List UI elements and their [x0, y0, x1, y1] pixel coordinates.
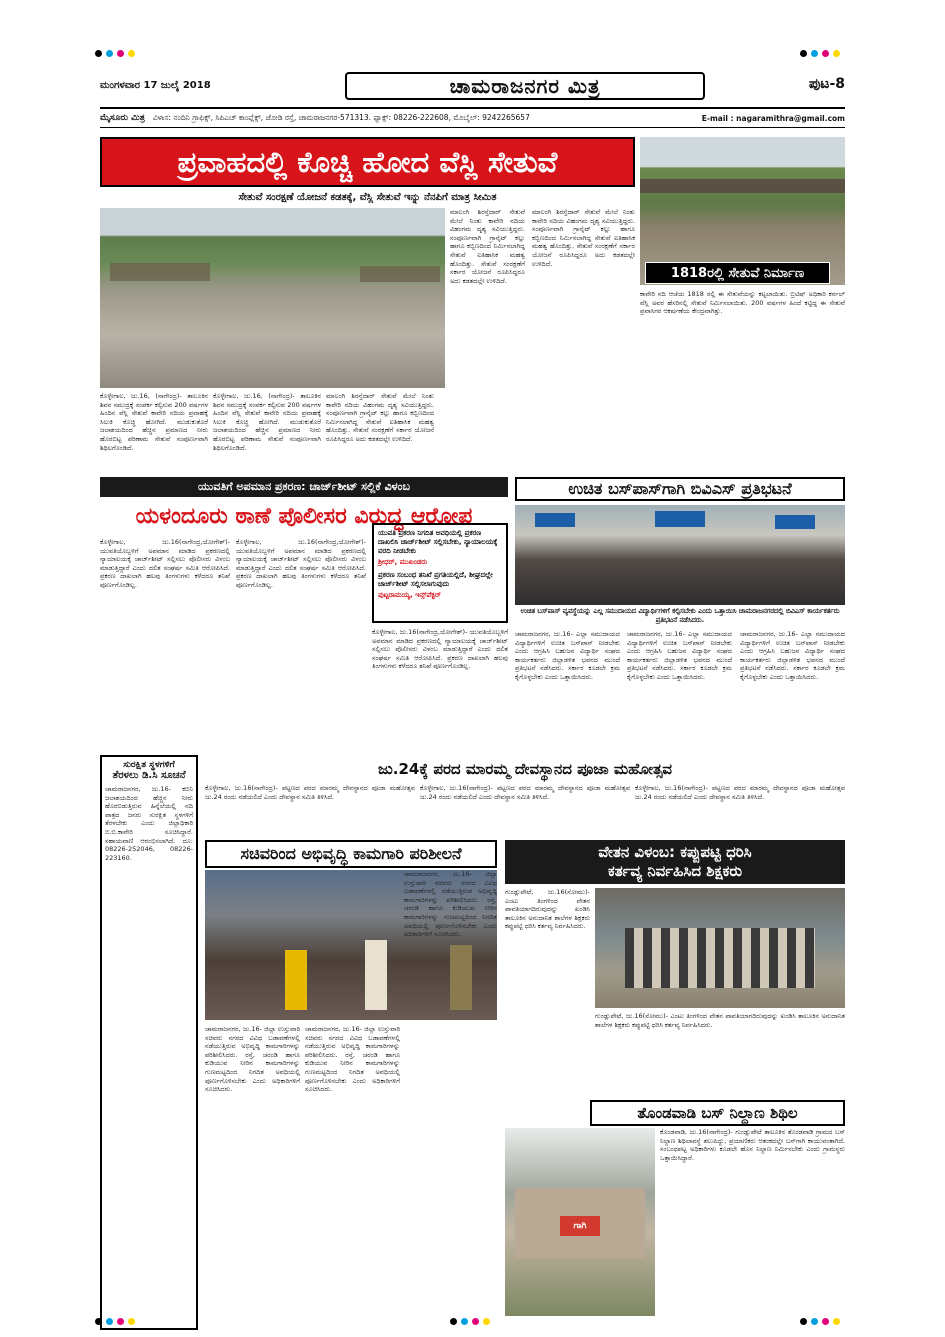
- side-caption: 1818ರಲ್ಲಿ ಸೇತುವೆ ನಿರ್ಮಾಣ: [645, 262, 830, 284]
- story3-photo-protest: [515, 505, 845, 605]
- masthead: [100, 72, 845, 102]
- story5-headline: ಸಚಿವರಿಂದ ಅಭಿವೃದ್ಧಿ ಕಾಮಗಾರಿ ಪರಿಶೀಲನೆ: [205, 840, 497, 868]
- side-body: ಕಾವೇರಿ ನದಿ ಆಚೆಯ 1818 ರಲ್ಲಿ ಈ ಸೇತುವೆಯನ್ನು ಕಟ್ಟಲಾಯಿತು. ಬ್ರಿಟಿಷ್ ಅಧಿಕಾರಿ ಕರ್ನಲ್ ವೆಸ್ಲಿ ಅವರ ಹೆಸರಿನಲ್ಲಿ ಸೇತುವೆ ನಿರ್ಮಿಸಲಾಯಿತು. 200 ವರ್ಷಗಳ ಹಿಂದೆ ಕಟ್ಟಿದ್ದ ಈ ಸೇತುವೆ ಪ್ರವಾಸಿಗರ ಆಕರ್ಷಣೆಯ ಕೇಂದ್ರವಾಗಿತ್ತು.: [640, 290, 845, 316]
- story6-photo-teachers: [595, 888, 845, 1008]
- story6-headline-line1: ವೇತನ ವಿಳಂಬ: ಕಪ್ಪುಪಟ್ಟಿ ಧರಿಸಿ: [598, 843, 752, 861]
- page-number: ಪುಟ-8: [808, 76, 845, 92]
- address-strip: [100, 111, 845, 125]
- quote1-text: ಯುವತಿ ಪ್ರಕರಣ ನಿಗದಿತ ಅವಧಿಯಲ್ಲಿ ಪ್ರಕರಣ ದಾಖಲಿಸಿ ಚಾರ್ಜ್‌ಶೀಟ್ ಸಲ್ಲಿಸಬೇಕು, ನ್ಯಾಯಾಲಯಕ್ಕೆ ವರದಿ ನೀಡಬೇಕು: [378, 529, 498, 555]
- busstand-sign: ಗಾಗಿ: [560, 1216, 600, 1236]
- story6-headline: [505, 840, 845, 884]
- lead-body-col3: ಮಾಲಂಗಿ ಶಿರಸ್ತೆದಾರ್ ಸೇತುವೆ ಮೇಲೆ ನಿಂತು ಕಾವೇರಿ ನದಿಯ ವಿಹಂಗಮ ದೃಶ್ಯ ಸವಿಯುತ್ತಿದ್ದರು. ಸಂಪೂರ್ಣವಾಗಿ ಗ್ರಾನೈಟ್ ಕಲ್ಲು ಹಾಗೂ ಕಬ್ಬಿಣದಿಂದ ನಿರ್ಮಿಸಲಾಗಿದ್ದ ಸೇತುವೆ ಐತಿಹಾಸಿಕ ಮಹತ್ವ ಹೊಂದಿತ್ತು. ಸೇತುವೆ ಸಂರಕ್ಷಣೆಗೆ ಸರ್ಕಾರ ಯೋಜನೆ ರೂಪಿಸಿದ್ದರೂ ಅದು ಕಡತದಲ್ಲೇ ಉಳಿದಿದೆ.: [326, 392, 434, 443]
- newspaper-title: ಚಾಮರಾಜನಗರ ಮಿತ್ರ: [449, 74, 601, 98]
- story5-body-col2: ಚಾಮರಾಜನಗರ, ಜು.16- ಜಿಲ್ಲಾ ಉಸ್ತುವಾರಿ ಸಚಿವರು ನಗರದ ವಿವಿಧ ಬಡಾವಣೆಗಳಲ್ಲಿ ನಡೆಯುತ್ತಿರುವ ಅಭಿವೃದ್ಧಿ ಕಾಮಗಾರಿಗಳನ್ನು ಪರಿಶೀಲಿಸಿದರು. ರಸ್ತೆ, ಚರಂಡಿ ಹಾಗೂ ಕುಡಿಯುವ ನೀರಿನ ಕಾಮಗಾರಿಗಳನ್ನು ಗುಣಮಟ್ಟದಿಂದ ನಿಗದಿತ ಅವಧಿಯಲ್ಲಿ ಪೂರ್ಣಗೊಳಿಸಬೇಕು ಎಂದು ಅಧಿಕಾರಿಗಳಿಗೆ ಸೂಚಿಸಿದರು.: [305, 1025, 400, 1094]
- edition-name: ಮೈಸೂರು ಮಿತ್ರ: [100, 113, 145, 123]
- story2-body-col2: ಕೊಳ್ಳೇಗಾಲ, ಜು.16(ನಾಗೇಂದ್ರ,ಯೋಗೇಶ್)- ಯುವತಿಯೊಬ್ಬಳಿಗೆ ಅಪಮಾನ ಮಾಡಿದ ಪ್ರಕರಣದಲ್ಲಿ ನ್ಯಾಯಾಲಯಕ್ಕೆ ಚಾರ್ಜ್‌ಶೀಟ್ ಸಲ್ಲಿಸಲು ಪೊಲೀಸರು ವಿಳಂಬ ಮಾಡುತ್ತಿದ್ದಾರೆ ಎಂದು ದಲಿತ ಸಂಘರ್ಷ ಸಮಿತಿ ಆರೋಪಿಸಿದೆ. ಪ್ರಕರಣ ದಾಖಲಾಗಿ ಹಲವು ತಿಂಗಳುಗಳು ಕಳೆದರೂ ತನಿಖೆ ಪೂರ್ಣಗೊಂಡಿಲ್ಲ.: [236, 538, 366, 589]
- story5-body-col1: ಚಾಮರಾಜನಗರ, ಜು.16- ಜಿಲ್ಲಾ ಉಸ್ತುವಾರಿ ಸಚಿವರು ನಗರದ ವಿವಿಧ ಬಡಾವಣೆಗಳಲ್ಲಿ ನಡೆಯುತ್ತಿರುವ ಅಭಿವೃದ್ಧಿ ಕಾಮಗಾರಿಗಳನ್ನು ಪರಿಶೀಲಿಸಿದರು. ರಸ್ತೆ, ಚರಂಡಿ ಹಾಗೂ ಕುಡಿಯುವ ನೀರಿನ ಕಾಮಗಾರಿಗಳನ್ನು ಗುಣಮಟ್ಟದಿಂದ ನಿಗದಿತ ಅವಧಿಯಲ್ಲಿ ಪೂರ್ಣಗೊಳಿಸಬೇಕು ಎಂದು ಅಧಿಕಾರಿಗಳಿಗೆ ಸೂಚಿಸಿದರು.: [205, 1025, 300, 1094]
- lead-photo-flood: [100, 208, 445, 388]
- lead-subhead: ಸೇತುವೆ ಸಂರಕ್ಷಣೆ ಯೋಜನೆ ಕಡತಕ್ಕೆ, ವೆಸ್ಲಿ ಸೇತುವೆ ಇನ್ನು ನೆನಪಿಗೆ ಮಾತ್ರ ಸೀಮಿತ: [238, 192, 497, 203]
- quote2-text: ಪ್ರಕರಣ ಸಂಬಂಧ ತನಿಖೆ ಪ್ರಗತಿಯಲ್ಲಿದೆ, ಶೀಘ್ರದಲ್ಲೇ ಚಾರ್ಜ್‌ಶೀಟ್ ಸಲ್ಲಿಸಲಾಗುವುದು: [378, 571, 493, 588]
- story3-body-col2: ಚಾಮರಾಜನಗರ, ಜು.16- ಎಲ್ಲಾ ಸಮುದಾಯದ ವಿದ್ಯಾರ್ಥಿಗಳಿಗೆ ಉಚಿತ ಬಸ್‌ಪಾಸ್ ನೀಡಬೇಕು ಎಂದು ಆಗ್ರಹಿಸಿ ಬಹುಜನ ವಿದ್ಯಾರ್ಥಿ ಸಂಘದ ಕಾರ್ಯಕರ್ತರು ಜಿಲ್ಲಾಡಳಿತ ಭವನದ ಮುಂದೆ ಪ್ರತಿಭಟನೆ ನಡೆಸಿದರು. ಸರ್ಕಾರ ಕೂಡಲೇ ಕ್ರಮ ಕೈಗೊಳ್ಳಬೇಕು ಎಂದು ಒತ್ತಾಯಿಸಿದರು.: [627, 630, 732, 681]
- story7-headline: ತೊಂಡವಾಡಿ ಬಸ್ ನಿಲ್ದಾಣ ಶಿಥಿಲ: [590, 1100, 845, 1126]
- registration-dots-top-left: [95, 50, 135, 57]
- address-line: ವಿಳಾಸ: ನಂದಿನಿ ಗ್ರಾಫಿಕ್ಸ್, ಸಿಪಿಎಚ್ ಕಾಂಪ್ಲೆಕ್ಸ್, ಜೋಡಿ ರಸ್ತೆ, ಚಾಮರಾಜನಗರ-571313. ಫ್ಯಾಕ್ಸ್: 08226-222608, ಮೊಬೈಲ್: 9242265657: [152, 113, 530, 122]
- story4-headline: ಜು.24ಕ್ಕೆ ಪರದ ಮಾರಮ್ಮ ದೇವಸ್ಥಾನದ ಪೂಜಾ ಮಹೋತ್ಸವ: [377, 760, 673, 778]
- email-line: E-mail : nagaramithra@gmail.com: [701, 113, 845, 123]
- dc-notice-body: ಚಾಮರಾಜನಗರ, ಜು.16- ಕಬಿನಿ ಜಲಾಶಯದಿಂದ ಹೆಚ್ಚಿನ ನೀರು ಹೊರಬಿಡುತ್ತಿರುವ ಹಿನ್ನೆಲೆಯಲ್ಲಿ ನದಿ ಪಾತ್ರದ ಜನರು ಸುರಕ್ಷಿತ ಸ್ಥಳಗಳಿಗೆ ತೆರಳಬೇಕು ಎಂದು ಜಿಲ್ಲಾಧಿಕಾರಿ ಬಿ.ಬಿ.ಕಾವೇರಿ ಸೂಚಿಸಿದ್ದಾರೆ. ಸಹಾಯವಾಣಿ ಆರಂಭಿಸಲಾಗಿದೆ. ದೂ: 08226-252046, 08226-223160.: [105, 785, 193, 862]
- quote2-author: ಪುಟ್ಟರಾಮಯ್ಯ, ಇನ್ಸ್‌ಪೆಕ್ಟರ್: [378, 591, 441, 599]
- registration-dots-bottom-left: [95, 1318, 135, 1325]
- dc-notice-title1: ಸುರಕ್ಷಿತ ಸ್ಥಳಗಳಿಗೆ: [123, 760, 175, 770]
- lead-body-col4: ಮಾಲಂಗಿ ಶಿರಸ್ತೆದಾರ್ ಸೇತುವೆ ಮೇಲೆ ನಿಂತು ಕಾವೇರಿ ನದಿಯ ವಿಹಂಗಮ ದೃಶ್ಯ ಸವಿಯುತ್ತಿದ್ದರು. ಸಂಪೂರ್ಣವಾಗಿ ಗ್ರಾನೈಟ್ ಕಲ್ಲು ಹಾಗೂ ಕಬ್ಬಿಣದಿಂದ ನಿರ್ಮಿಸಲಾಗಿದ್ದ ಸೇತುವೆ ಐತಿಹಾಸಿಕ ಮಹತ್ವ ಹೊಂದಿತ್ತು. ಸೇತುವೆ ಸಂರಕ್ಷಣೆಗೆ ಸರ್ಕಾರ ಯೋಜನೆ ರೂಪಿಸಿದ್ದರೂ ಅದು ಕಡತದಲ್ಲೇ ಉಳಿದಿದೆ.: [450, 208, 525, 285]
- story3-headline: ಉಚಿತ ಬಸ್‌ಪಾಸ್‌ಗಾಗಿ ಬಿವಿಎಸ್ ಪ್ರತಿಭಟನೆ: [515, 477, 845, 501]
- story6-headline-line2: ಕರ್ತವ್ಯ ನಿರ್ವಹಿಸಿದ ಶಿಕ್ಷಕರು: [607, 862, 743, 880]
- quote1-author: ಶ್ರೀಧರ್, ಮುಖಂಡರು: [378, 558, 428, 566]
- story2-quote-box: [372, 523, 508, 623]
- story6-body-col2: ಗುಂಡ್ಲುಪೇಟೆ, ಜು.16(ಸೋಮು)- ಎಂಟು ತಿಂಗಳಿಂದ ವೇತನ ಪಾವತಿಯಾಗದಿರುವುದನ್ನು ಖಂಡಿಸಿ ತಾಲೂಕಿನ ಅನುದಾನಿತ ಶಾಲೆಗಳ ಶಿಕ್ಷಕರು ಕಪ್ಪುಪಟ್ಟಿ ಧರಿಸಿ ಕರ್ತವ್ಯ ನಿರ್ವಹಿಸಿದರು.: [595, 1012, 845, 1029]
- registration-dots-bottom-center: [450, 1318, 490, 1325]
- lead-body-col5: ಮಾಲಂಗಿ ಶಿರಸ್ತೆದಾರ್ ಸೇತುವೆ ಮೇಲೆ ನಿಂತು ಕಾವೇರಿ ನದಿಯ ವಿಹಂಗಮ ದೃಶ್ಯ ಸವಿಯುತ್ತಿದ್ದರು. ಸಂಪೂರ್ಣವಾಗಿ ಗ್ರಾನೈಟ್ ಕಲ್ಲು ಹಾಗೂ ಕಬ್ಬಿಣದಿಂದ ನಿರ್ಮಿಸಲಾಗಿದ್ದ ಸೇತುವೆ ಐತಿಹಾಸಿಕ ಮಹತ್ವ ಹೊಂದಿತ್ತು. ಸೇತುವೆ ಸಂರಕ್ಷಣೆಗೆ ಸರ್ಕಾರ ಯೋಜನೆ ರೂಪಿಸಿದ್ದರೂ ಅದು ಕಡತದಲ್ಲೇ ಉಳಿದಿದೆ.: [532, 208, 635, 268]
- story7-photo-busstand: [505, 1128, 655, 1316]
- registration-dots-bottom-right: [800, 1318, 840, 1325]
- story4-body-col1: ಕೊಳ್ಳೇಗಾಲ, ಜು.16(ನಾಗೇಂದ್ರ)- ಪಟ್ಟಣದ ಪರದ ಮಾರಮ್ಮ ದೇವಸ್ಥಾನದ ಪೂಜಾ ಮಹೋತ್ಸವ ಜು.24 ರಂದು ನಡೆಯಲಿದೆ ಎಂದು ದೇವಸ್ಥಾನ ಸಮಿತಿ ತಿಳಿಸಿದೆ.: [205, 784, 415, 801]
- story2-kicker: ಯುವತಿಗೆ ಅಪಮಾನ ಪ್ರಕರಣ: ಚಾರ್ಜ್‌ಶೀಟ್ ಸಲ್ಲಿಕೆ ವಿಳಂಬ: [100, 477, 508, 497]
- dc-notice-box: [100, 755, 198, 1330]
- lead-body-col2: ಕೊಳ್ಳೇಗಾಲ, ಜು.16, (ನಾಗೇಂದ್ರ)- ತಾಲೂಕಿನ ಶಿವನ ಸಮುದ್ರಕ್ಕೆ ಸಂಪರ್ಕ ಕಲ್ಪಿಸುವ 200 ವರ್ಷಗಳ ಹಿಂದಿನ ವೆಸ್ಲಿ ಸೇತುವೆ ಕಾವೇರಿ ನದಿಯ ಪ್ರವಾಹಕ್ಕೆ ಸಿಲುಕಿ ಕೊಚ್ಚಿ ಹೋಗಿದೆ. ಮುಡುಕುತೊರೆ ಜಲಾಶಯದಿಂದ ಹೆಚ್ಚಿನ ಪ್ರಮಾಣದ ನೀರು ಹೊರಬಿಟ್ಟ ಪರಿಣಾಮ ಸೇತುವೆ ಸಂಪೂರ್ಣವಾಗಿ ಶಿಥಿಲಗೊಂಡಿದೆ.: [213, 392, 321, 452]
- story4-body-col2: ಕೊಳ್ಳೇಗಾಲ, ಜು.16(ನಾಗೇಂದ್ರ)- ಪಟ್ಟಣದ ಪರದ ಮಾರಮ್ಮ ದೇವಸ್ಥಾನದ ಪೂಜಾ ಮಹೋತ್ಸವ ಜು.24 ರಂದು ನಡೆಯಲಿದೆ ಎಂದು ದೇವಸ್ಥಾನ ಸಮಿತಿ ತಿಳಿಸಿದೆ.: [420, 784, 630, 801]
- dc-notice-title2: ತೆರಳಲು ಡಿ.ಸಿ ಸೂಚನೆ: [112, 770, 186, 781]
- story5-body-col3: ಚಾಮರಾಜನಗರ, ಜು.16- ಜಿಲ್ಲಾ ಉಸ್ತುವಾರಿ ಸಚಿವರು ನಗರದ ವಿವಿಧ ಬಡಾವಣೆಗಳಲ್ಲಿ ನಡೆಯುತ್ತಿರುವ ಅಭಿವೃದ್ಧಿ ಕಾಮಗಾರಿಗಳನ್ನು ಪರಿಶೀಲಿಸಿದರು. ರಸ್ತೆ, ಚರಂಡಿ ಹಾಗೂ ಕುಡಿಯುವ ನೀರಿನ ಕಾಮಗಾರಿಗಳನ್ನು ಗುಣಮಟ್ಟದಿಂದ ನಿಗದಿತ ಅವಧಿಯಲ್ಲಿ ಪೂರ್ಣಗೊಳಿಸಬೇಕು ಎಂದು ಅಧಿಕಾರಿಗಳಿಗೆ ಸೂಚಿಸಿದರು.: [404, 870, 497, 939]
- story2-headline: ಯಳಂದೂರು ಠಾಣೆ ಪೊಲೀಸರ ವಿರುದ್ಧ ಆರೋಪ: [135, 503, 473, 529]
- story3-caption: ಉಚಿತ ಬಸ್‌ಪಾಸ್ ವ್ಯವಸ್ಥೆಯನ್ನು ಎಲ್ಲ ಸಮುದಾಯದ ವಿದ್ಯಾರ್ಥಿಗಳಿಗೆ ಕಲ್ಪಿಸಬೇಕು ಎಂದು ಒತ್ತಾಯಿಸಿ ಚಾಮರಾಜನಗರದಲ್ಲಿ ಬಿವಿಎಸ್ ಕಾರ್ಯಕರ್ತರು ಪ್ರತಿಭಟನೆ ನಡೆಸಿದರು.: [520, 607, 840, 624]
- registration-dots-top-right: [800, 50, 840, 57]
- story3-body-col1: ಚಾಮರಾಜನಗರ, ಜು.16- ಎಲ್ಲಾ ಸಮುದಾಯದ ವಿದ್ಯಾರ್ಥಿಗಳಿಗೆ ಉಚಿತ ಬಸ್‌ಪಾಸ್ ನೀಡಬೇಕು ಎಂದು ಆಗ್ರಹಿಸಿ ಬಹುಜನ ವಿದ್ಯಾರ್ಥಿ ಸಂಘದ ಕಾರ್ಯಕರ್ತರು ಜಿಲ್ಲಾಡಳಿತ ಭವನದ ಮುಂದೆ ಪ್ರತಿಭಟನೆ ನಡೆಸಿದರು. ಸರ್ಕಾರ ಕೂಡಲೇ ಕ್ರಮ ಕೈಗೊಳ್ಳಬೇಕು ಎಂದು ಒತ್ತಾಯಿಸಿದರು.: [515, 630, 620, 681]
- story2-body-col1: ಕೊಳ್ಳೇಗಾಲ, ಜು.16(ನಾಗೇಂದ್ರ,ಯೋಗೇಶ್)- ಯುವತಿಯೊಬ್ಬಳಿಗೆ ಅಪಮಾನ ಮಾಡಿದ ಪ್ರಕರಣದಲ್ಲಿ ನ್ಯಾಯಾಲಯಕ್ಕೆ ಚಾರ್ಜ್‌ಶೀಟ್ ಸಲ್ಲಿಸಲು ಪೊಲೀಸರು ವಿಳಂಬ ಮಾಡುತ್ತಿದ್ದಾರೆ ಎಂದು ದಲಿತ ಸಂಘರ್ಷ ಸಮಿತಿ ಆರೋಪಿಸಿದೆ. ಪ್ರಕರಣ ದಾಖಲಾಗಿ ಹಲವು ತಿಂಗಳುಗಳು ಕಳೆದರೂ ತನಿಖೆ ಪೂರ್ಣಗೊಂಡಿಲ್ಲ.: [100, 538, 230, 589]
- story3-body-col3: ಚಾಮರಾಜನಗರ, ಜು.16- ಎಲ್ಲಾ ಸಮುದಾಯದ ವಿದ್ಯಾರ್ಥಿಗಳಿಗೆ ಉಚಿತ ಬಸ್‌ಪಾಸ್ ನೀಡಬೇಕು ಎಂದು ಆಗ್ರಹಿಸಿ ಬಹುಜನ ವಿದ್ಯಾರ್ಥಿ ಸಂಘದ ಕಾರ್ಯಕರ್ತರು ಜಿಲ್ಲಾಡಳಿತ ಭವನದ ಮುಂದೆ ಪ್ರತಿಭಟನೆ ನಡೆಸಿದರು. ಸರ್ಕಾರ ಕೂಡಲೇ ಕ್ರಮ ಕೈಗೊಳ್ಳಬೇಕು ಎಂದು ಒತ್ತಾಯಿಸಿದರು.: [740, 630, 845, 681]
- story6-body-col1: ಗುಂಡ್ಲುಪೇಟೆ, ಜು.16(ಸೋಮು)- ಎಂಟು ತಿಂಗಳಿಂದ ವೇತನ ಪಾವತಿಯಾಗದಿರುವುದನ್ನು ಖಂಡಿಸಿ ತಾಲೂಕಿನ ಅನುದಾನಿತ ಶಾಲೆಗಳ ಶಿಕ್ಷಕರು ಕಪ್ಪುಪಟ್ಟಿ ಧರಿಸಿ ಕರ್ತವ್ಯ ನಿರ್ವಹಿಸಿದರು.: [505, 888, 590, 931]
- story4-body-col3: ಕೊಳ್ಳೇಗಾಲ, ಜು.16(ನಾಗೇಂದ್ರ)- ಪಟ್ಟಣದ ಪರದ ಮಾರಮ್ಮ ದೇವಸ್ಥಾನದ ಪೂಜಾ ಮಹೋತ್ಸವ ಜು.24 ರಂದು ನಡೆಯಲಿದೆ ಎಂದು ದೇವಸ್ಥಾನ ಸಮಿತಿ ತಿಳಿಸಿದೆ.: [635, 784, 845, 801]
- issue-date: ಮಂಗಳವಾರ 17 ಜುಲೈ 2018: [100, 80, 211, 91]
- story7-body: ಕೊಂಡವಾಡಿ, ಜು.16(ನಾಗೇಂದ್ರ)- ಗುಂಡ್ಲುಪೇಟೆ ತಾಲೂಕಿನ ತೊಂಡವಾಡಿ ಗ್ರಾಮದ ಬಸ್ ನಿಲ್ದಾಣ ಶಿಥಿಲಾವಸ್ಥೆ ತಲುಪಿದ್ದು, ಪ್ರಯಾಣಿಕರು ಆತಂಕದಲ್ಲೇ ಬಸ್‌ಗಾಗಿ ಕಾಯುವಂತಾಗಿದೆ. ಸಂಬಂಧಪಟ್ಟ ಅಧಿಕಾರಿಗಳು ಕೂಡಲೇ ಹೊಸ ನಿಲ್ದಾಣ ನಿರ್ಮಿಸಬೇಕು ಎಂದು ಗ್ರಾಮಸ್ಥರು ಒತ್ತಾಯಿಸಿದ್ದಾರೆ.: [660, 1128, 845, 1162]
- lead-headline: ಪ್ರವಾಹದಲ್ಲಿ ಕೊಚ್ಚಿ ಹೋದ ವೆಸ್ಲಿ ಸೇತುವೆ: [100, 137, 635, 187]
- story2-body-col3: ಕೊಳ್ಳೇಗಾಲ, ಜು.16(ನಾಗೇಂದ್ರ,ಯೋಗೇಶ್)- ಯುವತಿಯೊಬ್ಬಳಿಗೆ ಅಪಮಾನ ಮಾಡಿದ ಪ್ರಕರಣದಲ್ಲಿ ನ್ಯಾಯಾಲಯಕ್ಕೆ ಚಾರ್ಜ್‌ಶೀಟ್ ಸಲ್ಲಿಸಲು ಪೊಲೀಸರು ವಿಳಂಬ ಮಾಡುತ್ತಿದ್ದಾರೆ ಎಂದು ದಲಿತ ಸಂಘರ್ಷ ಸಮಿತಿ ಆರೋಪಿಸಿದೆ. ಪ್ರಕರಣ ದಾಖಲಾಗಿ ಹಲವು ತಿಂಗಳುಗಳು ಕಳೆದರೂ ತನಿಖೆ ಪೂರ್ಣಗೊಂಡಿಲ್ಲ.: [372, 628, 508, 671]
- masthead-rule: [100, 107, 845, 109]
- lead-body-col1: ಕೊಳ್ಳೇಗಾಲ, ಜು.16, (ನಾಗೇಂದ್ರ)- ತಾಲೂಕಿನ ಶಿವನ ಸಮುದ್ರಕ್ಕೆ ಸಂಪರ್ಕ ಕಲ್ಪಿಸುವ 200 ವರ್ಷಗಳ ಹಿಂದಿನ ವೆಸ್ಲಿ ಸೇತುವೆ ಕಾವೇರಿ ನದಿಯ ಪ್ರವಾಹಕ್ಕೆ ಸಿಲುಕಿ ಕೊಚ್ಚಿ ಹೋಗಿದೆ. ಮುಡುಕುತೊರೆ ಜಲಾಶಯದಿಂದ ಹೆಚ್ಚಿನ ಪ್ರಮಾಣದ ನೀರು ಹೊರಬಿಟ್ಟ ಪರಿಣಾಮ ಸೇತುವೆ ಸಂಪೂರ್ಣವಾಗಿ ಶಿಥಿಲಗೊಂಡಿದೆ.: [100, 392, 208, 452]
